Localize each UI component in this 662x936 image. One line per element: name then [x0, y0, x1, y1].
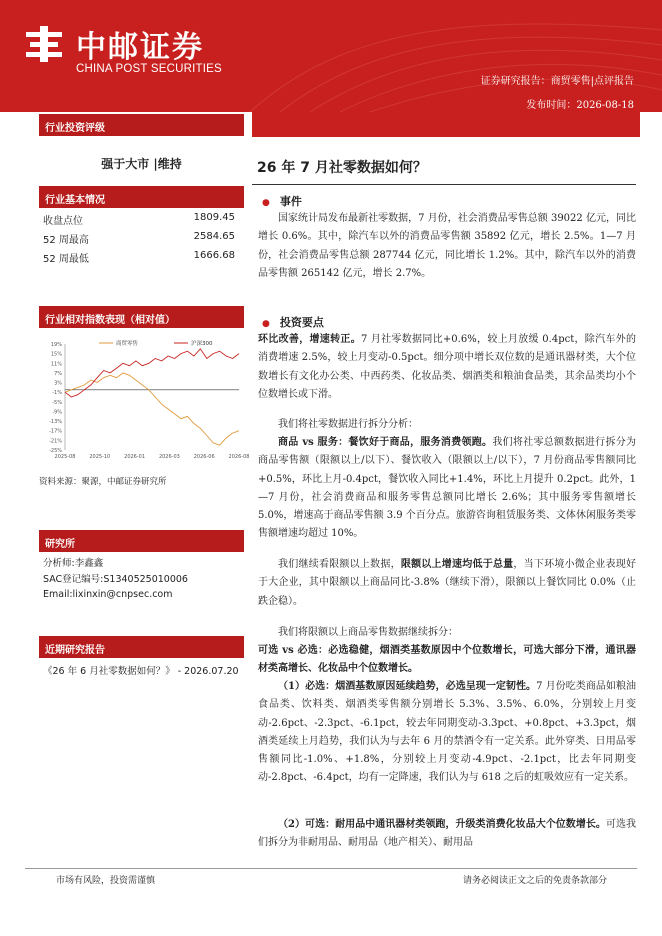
series-line-0 [65, 373, 239, 445]
paragraph-4-b: ，当下环境小微企业表现好于大企业，其中限额以上商品同比-3.8%（继续下滑），限额以上餐饮同比 0.0%（止跌企稳）。 [258, 559, 637, 607]
analyst-info [43, 556, 188, 603]
footer-divider [25, 868, 637, 869]
paragraph-4 [258, 556, 636, 611]
report-title: 26 年 7 月社零数据如何？ [257, 160, 427, 176]
paragraph-6-lead: 可选 vs 必选：必选稳健，烟酒类基数原因中个位数增长，可选大部分下滑，通讯器材类高增长、化妆品中个位数增长。 [258, 645, 636, 675]
relative-index-chart [39, 334, 250, 464]
y-tick-label: -17% [49, 428, 62, 435]
y-tick-label: -5% [52, 399, 62, 406]
bullet-icon: ● [262, 319, 270, 329]
x-tick-label: 2025-08 [54, 454, 76, 460]
recent-heading: 近期研究报告 [39, 636, 244, 658]
report-type: 证券研究报告：商贸零售|点评报告 [480, 76, 634, 87]
paragraph-7-lead: （1）必选：烟酒基数原因延续趋势，必选呈现一定韧性。 [278, 681, 537, 692]
research-heading: 研究所 [39, 530, 244, 552]
paragraph-8 [258, 816, 636, 853]
event-heading-label: 事件 [279, 195, 302, 208]
stat-label: 52 周最低 [43, 254, 89, 265]
paragraph-1-lead: 环比改善，增速转正。 [258, 334, 361, 345]
points-heading [262, 314, 324, 330]
risk-warning: 市场有风险，投资需谨慎 [56, 876, 156, 886]
stat-value: 1809.45 [193, 212, 235, 223]
chart-source: 资料来源：聚源，中邮证券研究所 [39, 477, 167, 487]
y-tick-label: 7% [54, 370, 62, 377]
basics-heading: 行业基本情况 [39, 186, 244, 208]
paragraph-7 [258, 678, 636, 788]
event-paragraph: 国家统计局发布最新社零数据，7 月份，社会消费品零售总额 39022 亿元，同比增长 0.6%。其中，除汽车以外的消费品零售额 35892 亿元，增长 2.5%。1—7 月份，社会消费品零售总额 287744 亿元，同比增长 1.2%。其中，除汽车以外的消费品零售额 265142 亿元，增长 2.7%。 [258, 213, 636, 279]
paragraph-8-lead: （2）可选：耐用品中通讯器材类领跑，升级类消费化妆品大个位数增长。 [278, 819, 606, 830]
x-tick-label: 2026-01 [124, 454, 146, 460]
chart-heading: 行业相对指数表现（相对值） [39, 306, 244, 328]
paragraph-3-lead: 商品 vs 服务：餐饮好于商品，服务消费领跑。 [278, 437, 493, 448]
y-tick-label: -9% [52, 409, 62, 416]
y-tick-label: 11% [50, 361, 62, 368]
paragraph-1 [258, 331, 636, 404]
disclaimer-note: 请务必阅读正文之后的免责条款部分 [462, 876, 607, 886]
report-header [0, 0, 662, 112]
title-banner [252, 112, 640, 137]
industry-rating: 强于大市 |维持 [101, 157, 182, 171]
y-tick-label: -21% [49, 438, 62, 445]
paragraph-8-body: 可选我们拆分为非耐用品、耐用品（地产相关）、耐用品 [258, 819, 636, 849]
event-heading [262, 193, 302, 209]
stat-row [43, 250, 235, 269]
sac-number: SAC登记编号:S1340525010006 [43, 573, 188, 585]
y-tick-label: 19% [50, 342, 62, 348]
paragraph-4-a: 我们继续看限额以上数据， [278, 559, 401, 570]
stat-row [43, 231, 235, 250]
paragraph-6 [258, 642, 636, 679]
paragraph-1-body: 7 月社零数据同比+0.6%，较上月放缓 0.4pct，除汽车外的消费增速 2.5%，较上月变动-0.5pct。细分项中增长双位数的是通讯器材类，大个位数增长有文化办公类、中西药类、化妆品类、烟酒类和粮油食品类，其余品类均小个位数增长或下滑。 [258, 334, 637, 400]
paragraph-2: 我们将社零数据进行拆分分析： [278, 419, 418, 430]
y-tick-label: -25% [49, 448, 62, 454]
paragraph-7-body: 7 月份吃类商品如粮油食品类、饮料类、烟酒类零售额分别增长 5.3%、3.5%、6.0%，分别较上月变动-2.6pct、-2.3pct、-6.1pct，较去年同期变动-3.3pct、+0.8pct、+3.3pct，烟酒类延续上月趋势，我们认为与去年 6 月的禁酒令有一定关系。此外穿类、日用品零售额同比-1.0%、+1.8%，分别较上月变动-4.9pct、-2.1pct，比去年同期变动-2.8pct、-6.4pct，均有一定降速，我们认为与 618 之后的虹吸效应有一定关系。 [258, 681, 636, 784]
legend-label: 商贸零售 [116, 341, 139, 347]
brand-name-en: CHINA POST SECURITIES [76, 63, 222, 75]
stat-label: 收盘点位 [43, 216, 83, 227]
x-tick-label: 2025-10 [89, 454, 111, 460]
stat-row [43, 212, 235, 231]
analyst-email[interactable]: Email:lixinxin@cnpsec.com [43, 589, 173, 600]
y-tick-label: -13% [49, 419, 62, 426]
points-heading-label: 投资要点 [279, 316, 324, 329]
x-tick-label: 2026-03 [158, 454, 180, 460]
industry-stats [43, 212, 235, 269]
legend-label: 沪深300 [191, 341, 213, 347]
paragraph-3 [258, 434, 636, 544]
bullet-icon: ● [262, 198, 270, 208]
paragraph-5: 我们将限额以上商品零售数据继续拆分： [278, 627, 458, 638]
y-tick-label: 15% [50, 351, 62, 358]
y-tick-label: 3% [54, 380, 62, 387]
rating-heading: 行业投资评级 [39, 114, 244, 136]
paragraph-4-lead: 限额以上增速均低于总量 [400, 559, 514, 570]
stat-label: 52 周最高 [43, 235, 89, 246]
publish-time: 发布时间：2026-08-18 [526, 100, 634, 111]
china-post-logo-icon [24, 24, 64, 64]
x-tick-label: 2026-08 [228, 454, 250, 460]
paragraph-3-body: 我们将社零总额数据进行拆分为商品零售额（限额以上/以下）、餐饮收入（限额以上/以下），7 月份商品零售额同比+0.5%，环比上月-0.4pct，餐饮收入同比+1.4%，环比上月提升 0.2pct。此外，1—7 月份，社会消费商品和服务零售总额同比增长 2.6%；其中服务零售额增长 5.0%，增速高于商品零售额 3.9 个百分点。旅游咨询租赁服务类、文体休闲服务类零售额增速均超过 10%。 [258, 437, 637, 540]
analyst-name: 分析师:李鑫鑫 [43, 558, 104, 569]
stat-value: 2584.65 [193, 231, 235, 242]
brand-name-cn: 中邮证券 [76, 30, 204, 65]
x-tick-label: 2026-06 [193, 454, 215, 460]
y-tick-label: -1% [52, 390, 62, 397]
recent-report[interactable]: 《26 年 6 月社零数据如何？》 - 2026.07.20 [43, 666, 239, 677]
title-divider [252, 184, 636, 185]
stat-value: 1666.68 [193, 250, 235, 261]
